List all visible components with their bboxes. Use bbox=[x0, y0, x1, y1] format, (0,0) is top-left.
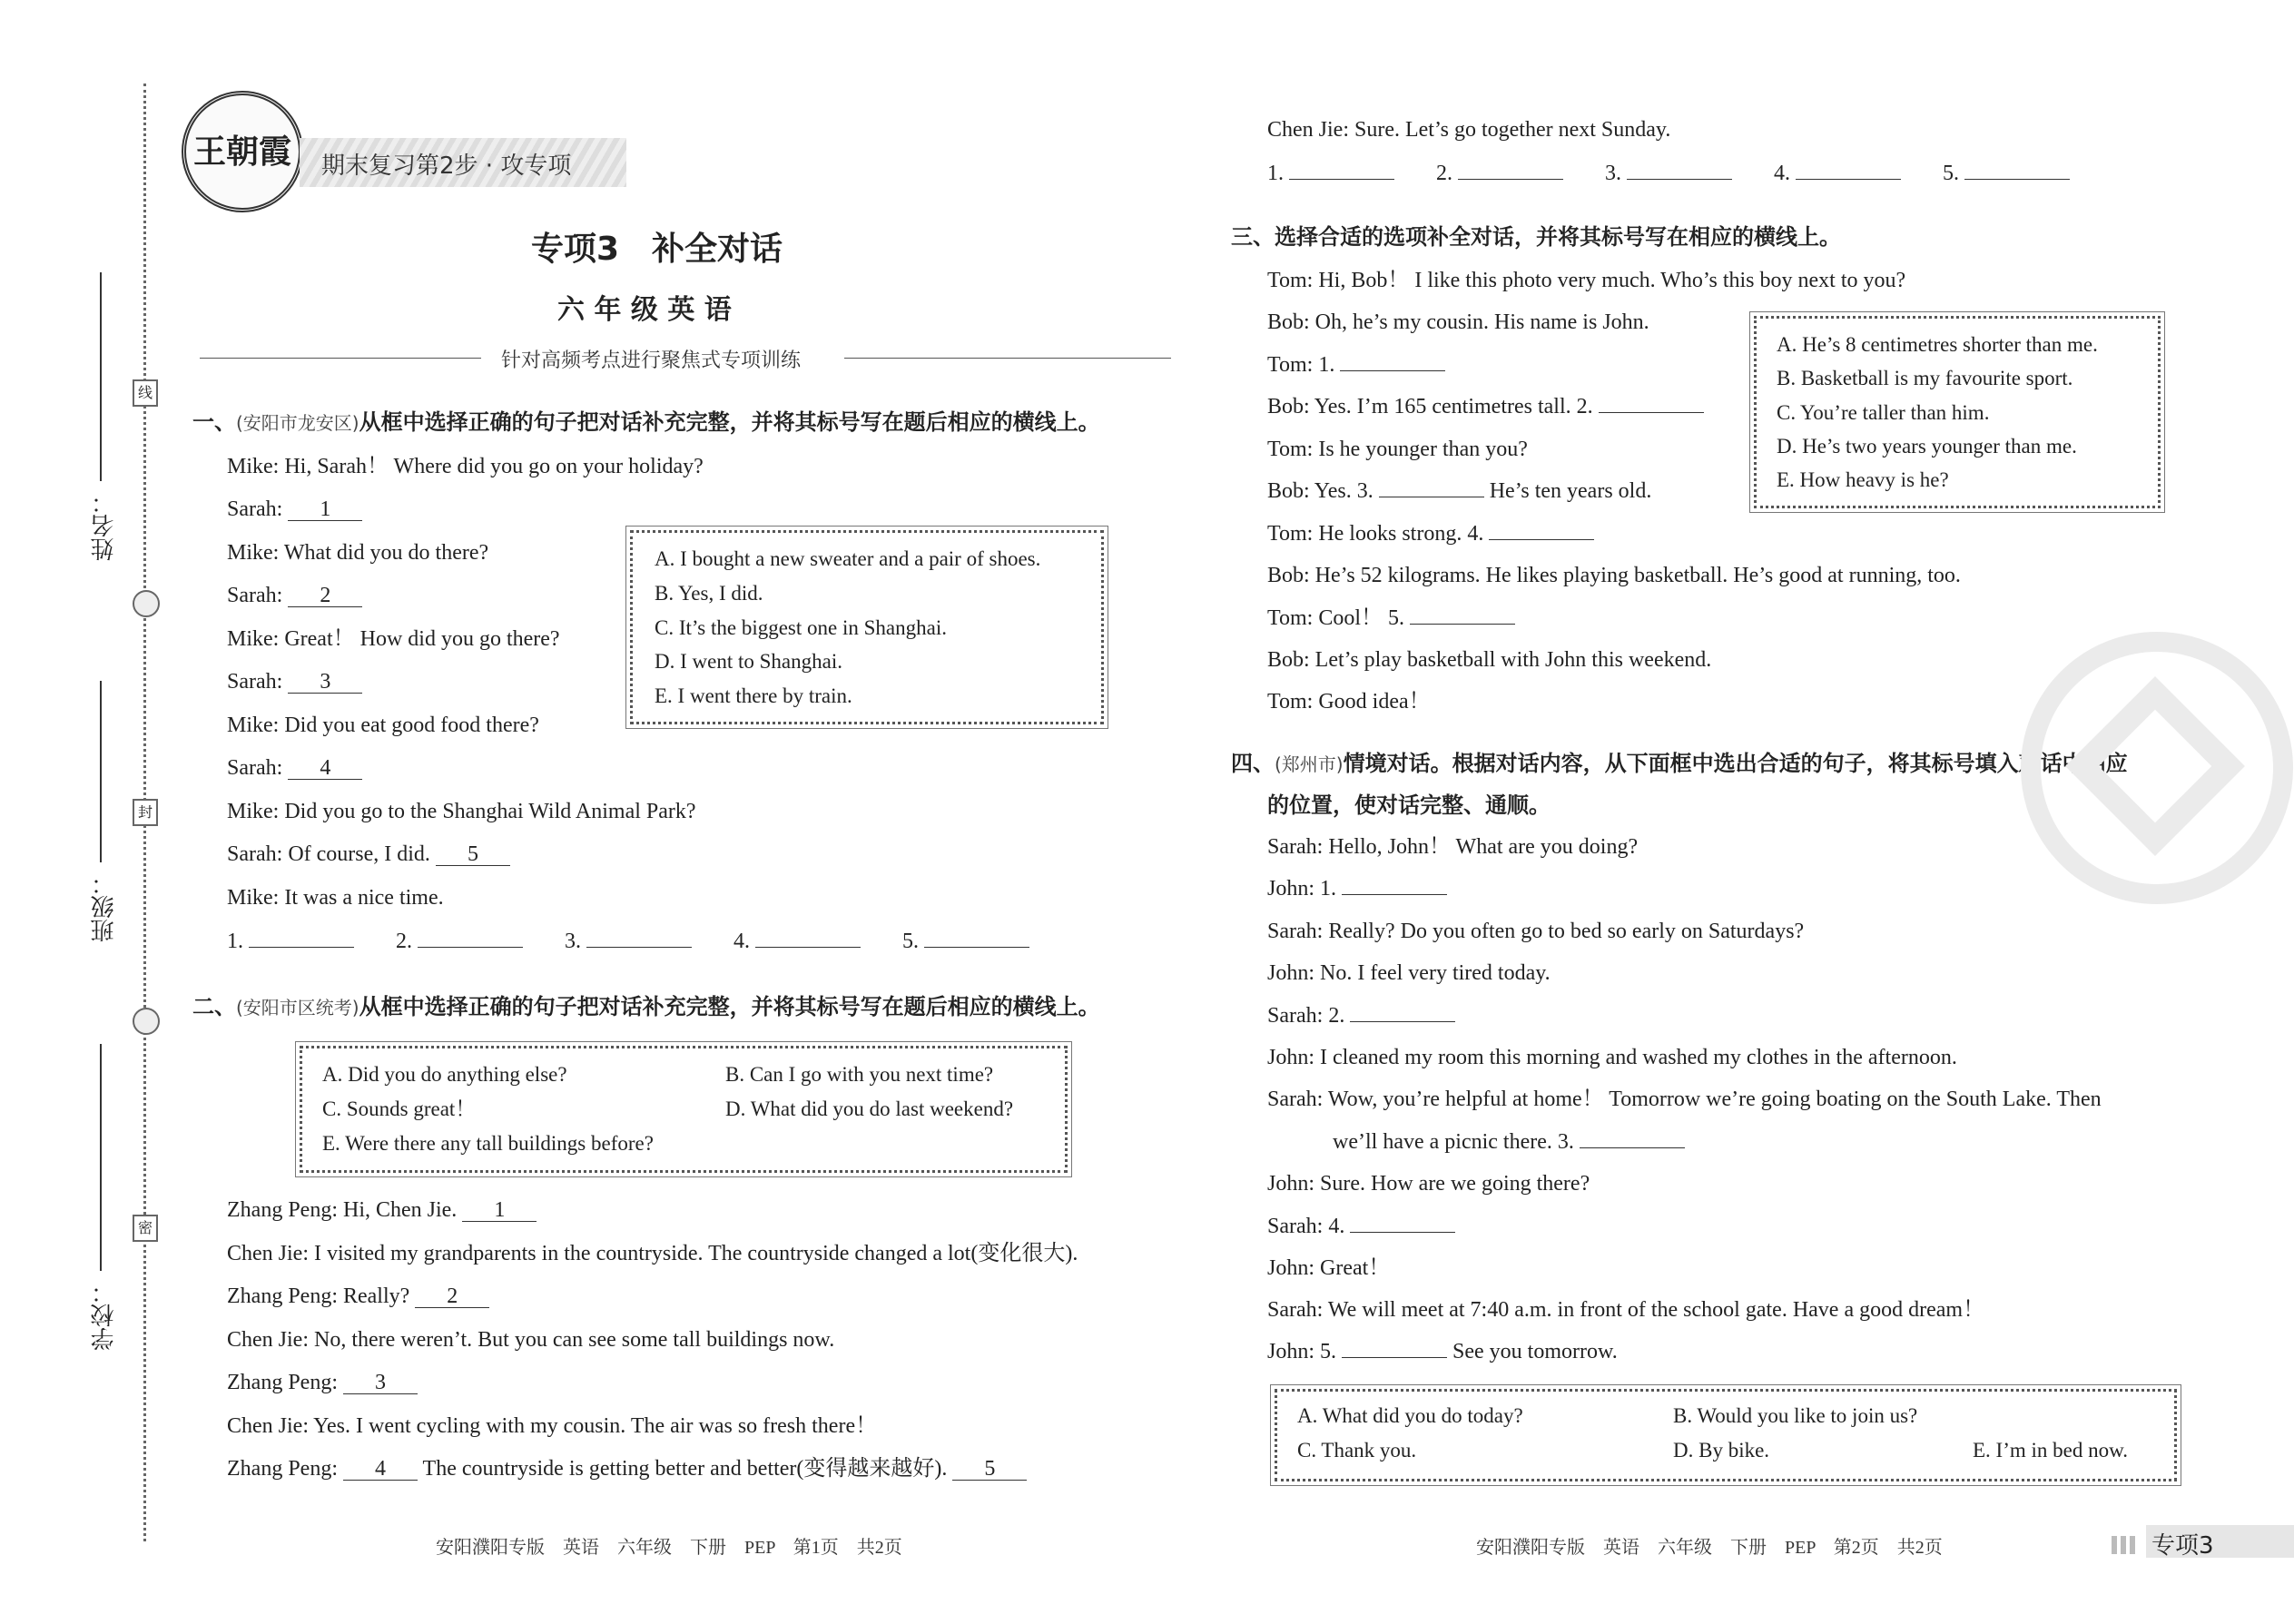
dialog-line: Sarah: Wow, you’re helpful at home！ Tomorrow we’re going boating on the South Lake. Then bbox=[1267, 1088, 2102, 1111]
answer-blank[interactable] bbox=[1489, 539, 1594, 540]
answer-line[interactable] bbox=[755, 947, 861, 948]
answer-line[interactable] bbox=[1796, 179, 1901, 180]
binding-mark-mi: 密 bbox=[133, 1215, 158, 1242]
dialog-line: Bob: Yes. I’m 165 centimetres tall. 2. bbox=[1267, 393, 1704, 420]
option-c: C. Thank you. bbox=[1297, 1439, 1417, 1462]
dialog-line: Zhang Peng: Hi, Chen Jie. 1 bbox=[227, 1196, 537, 1224]
answer-blank[interactable]: 2 bbox=[288, 585, 362, 607]
logo bbox=[182, 91, 303, 212]
answer-blank[interactable] bbox=[1410, 624, 1515, 625]
dialog-line: Tom: He looks strong. 4. bbox=[1267, 520, 1594, 547]
option-a: A. He’s 8 centimetres shorter than me. bbox=[1777, 333, 2098, 356]
option-a: A. Did you do anything else? bbox=[322, 1063, 567, 1086]
answer-blank[interactable] bbox=[1342, 894, 1447, 895]
class-line[interactable] bbox=[100, 681, 102, 862]
option-c: C. Sounds great！ bbox=[322, 1097, 477, 1120]
dialog-line: Sarah: 4. bbox=[1267, 1213, 1455, 1240]
section-1-instruction: 从框中选择正确的句子把对话补充完整，并将其标号写在题后相应的横线上。 bbox=[359, 409, 1100, 435]
dialog-line: Mike: Hi, Sarah！ Where did you go on your holiday? bbox=[227, 455, 704, 478]
section-2-source: (安阳市区统考) bbox=[236, 997, 359, 1019]
answer-blank[interactable] bbox=[1599, 412, 1704, 413]
dialog-line: Bob: Let’s play basketball with John this weekend. bbox=[1267, 648, 1712, 672]
dialog-line: Sarah: 3 bbox=[227, 668, 362, 695]
option-e: E. I’m in bed now. bbox=[1973, 1439, 2128, 1462]
dialog-line: Sarah: Really? Do you often go to bed so early on Saturdays? bbox=[1267, 920, 1805, 943]
class-label: 班级： bbox=[91, 871, 118, 942]
dialog-line: Chen Jie: Yes. I went cycling with my cousin. The air was so fresh there！ bbox=[227, 1414, 878, 1438]
binding-mark-xian: 线 bbox=[133, 379, 158, 407]
options-box bbox=[1754, 316, 2161, 508]
dialog-line: we’ll have a picnic there. 3. bbox=[1333, 1128, 1685, 1156]
answer-line[interactable] bbox=[586, 947, 692, 948]
option-c: C. It’s the biggest one in Shanghai. bbox=[655, 616, 947, 639]
options-box bbox=[1275, 1389, 2177, 1481]
dialog-line: John: No. I feel very tired today. bbox=[1267, 961, 1551, 985]
answer-blank[interactable] bbox=[1342, 1357, 1447, 1358]
section-1-source: (安阳市龙安区) bbox=[236, 412, 359, 434]
answer-blank[interactable]: 2 bbox=[415, 1285, 489, 1308]
dialog-line: Sarah: Of course, I did. 5 bbox=[227, 841, 510, 868]
school-label: 学校： bbox=[91, 1280, 118, 1351]
section-4-num: 四、 bbox=[1231, 751, 1275, 776]
section-4-heading bbox=[1231, 750, 2128, 778]
dialog-line: Sarah: 2 bbox=[227, 582, 362, 609]
dialog-line: Tom: Is he younger than you? bbox=[1267, 438, 1528, 461]
dialog-line: Tom: Good idea！ bbox=[1267, 690, 1431, 714]
dialog-line: John: Sure. How are we going there? bbox=[1267, 1172, 1590, 1196]
option-e: E. I went there by train. bbox=[655, 684, 852, 707]
answer-blank[interactable]: 3 bbox=[288, 671, 362, 694]
answer-blank[interactable] bbox=[1340, 370, 1445, 371]
dialog-line: Mike: It was a nice time. bbox=[227, 886, 444, 910]
option-a: A. What did you do today? bbox=[1297, 1404, 1523, 1427]
answer-blank[interactable] bbox=[1350, 1021, 1455, 1022]
answer-line[interactable] bbox=[1458, 179, 1563, 180]
dialog-line: John: 1. bbox=[1267, 875, 1447, 902]
dialog-line: Mike: What did you do there? bbox=[227, 541, 489, 565]
answer-blank[interactable] bbox=[1350, 1232, 1455, 1233]
dialog-line: Tom: Cool！ 5. bbox=[1267, 605, 1515, 632]
dialog-line: Mike: Great！ How did you go there? bbox=[227, 627, 560, 651]
answer-row: 1. 2. 3. 4. 5. bbox=[1267, 160, 2070, 187]
watermark-stamp bbox=[2021, 632, 2293, 904]
answer-blank[interactable]: 1 bbox=[288, 498, 362, 521]
answer-line[interactable] bbox=[1289, 179, 1394, 180]
answer-blank[interactable]: 4 bbox=[288, 757, 362, 780]
dialog-line: Zhang Peng: 4 The countryside is getting better and better(变得越来越好). 5 bbox=[227, 1455, 1027, 1482]
answer-row: 1. 2. 3. 4. 5. bbox=[227, 928, 1029, 955]
logo-text: 王朝霞 bbox=[192, 133, 291, 171]
dialog-line: Mike: Did you eat good food there? bbox=[227, 714, 539, 737]
answer-line[interactable] bbox=[1627, 179, 1732, 180]
option-d: D. What did you do last weekend? bbox=[725, 1097, 1014, 1120]
option-b: B. Would you like to join us? bbox=[1673, 1404, 1918, 1427]
dialog-line: Bob: He’s 52 kilograms. He likes playing basketball. He’s good at running, too. bbox=[1267, 564, 1961, 587]
dialog-line: Tom: Hi, Bob！ I like this photo very much. Who’s this boy next to you? bbox=[1267, 269, 1906, 292]
dialog-line: Chen Jie: No, there weren’t. But you can see some tall buildings now. bbox=[227, 1328, 835, 1352]
section-3-num: 三、 bbox=[1231, 224, 1275, 250]
school-line[interactable] bbox=[100, 1044, 102, 1271]
option-e: E. How heavy is he? bbox=[1777, 468, 1949, 491]
answer-line[interactable] bbox=[249, 947, 354, 948]
divider bbox=[200, 358, 481, 359]
options-box bbox=[630, 530, 1104, 724]
dialog-line: Mike: Did you go to the Shanghai Wild Animal Park? bbox=[227, 800, 696, 823]
page-subtitle: 六 年 级 英 语 bbox=[557, 294, 732, 326]
section-2-num: 二、 bbox=[192, 994, 236, 1019]
answer-blank[interactable]: 4 bbox=[343, 1458, 418, 1481]
binding-hole bbox=[133, 590, 160, 617]
section-3-heading bbox=[1231, 223, 1841, 251]
dialog-line: Sarah: 4 bbox=[227, 754, 362, 782]
answer-blank[interactable]: 5 bbox=[436, 843, 510, 866]
options-box bbox=[300, 1046, 1068, 1173]
divider bbox=[844, 358, 1171, 359]
section-2-instruction: 从框中选择正确的句子把对话补充完整，并将其标号写在题后相应的横线上。 bbox=[359, 994, 1100, 1019]
dialog-line: Sarah: We will meet at 7:40 a.m. in front of the school gate. Have a good dream！ bbox=[1267, 1298, 1985, 1322]
dialog-line: Sarah: 1 bbox=[227, 496, 362, 523]
option-b: B. Can I go with you next time? bbox=[725, 1063, 994, 1086]
option-d: D. He’s two years younger than me. bbox=[1777, 435, 2077, 458]
option-b: B. Yes, I did. bbox=[655, 582, 763, 605]
answer-blank[interactable]: 3 bbox=[343, 1372, 418, 1394]
option-a: A. I bought a new sweater and a pair of shoes. bbox=[655, 547, 1041, 570]
section-4-instruction-cont: 的位置，使对话完整、通顺。 bbox=[1267, 792, 1551, 818]
dialog-line: Chen Jie: I visited my grandparents in the countryside. The countryside changed a lot(变化很大). bbox=[227, 1242, 1078, 1265]
banner bbox=[300, 138, 626, 187]
dialog-line: Tom: 1. bbox=[1267, 351, 1445, 379]
name-line[interactable] bbox=[100, 272, 102, 481]
option-d: D. By bike. bbox=[1673, 1439, 1770, 1462]
dialog-line: Chen Jie: Sure. Let’s go together next Sunday. bbox=[1267, 118, 1671, 142]
answer-line[interactable] bbox=[1964, 179, 2070, 180]
binding-mark-feng: 封 bbox=[133, 799, 158, 826]
dialog-line: John: 5. See you tomorrow. bbox=[1267, 1340, 1618, 1363]
footer-tab-pattern bbox=[2112, 1536, 2139, 1554]
footer-tab bbox=[2146, 1525, 2294, 1558]
section-3-instruction: 选择合适的选项补全对话，并将其标号写在相应的横线上。 bbox=[1275, 224, 1841, 250]
answer-line[interactable] bbox=[924, 947, 1029, 948]
section-4-instruction: 情境对话。根据对话内容，从下面框中选出合适的句子，将其标号填入对话中相应 bbox=[1343, 751, 2128, 776]
footer-right: 安阳濮阳专版 英语 六年级 下册 PEP 第2页 共2页 bbox=[1476, 1538, 1943, 1558]
name-label: 姓名： bbox=[91, 490, 118, 561]
dialog-line: John: Great！ bbox=[1267, 1256, 1391, 1280]
binding-hole bbox=[133, 1008, 160, 1035]
dialog-line: John: I cleaned my room this morning and washed my clothes in the afternoon. bbox=[1267, 1046, 1957, 1069]
answer-blank[interactable]: 1 bbox=[462, 1199, 537, 1222]
section-4-source: (郑州市) bbox=[1275, 753, 1344, 775]
page-title: 专项3 补全对话 bbox=[531, 231, 783, 268]
footer-tab-label: 专项3 bbox=[2151, 1532, 2214, 1560]
banner-text: 期末复习第2步 · 攻专项 bbox=[321, 153, 572, 180]
section-2-heading bbox=[192, 993, 1100, 1021]
answer-blank[interactable]: 5 bbox=[952, 1458, 1027, 1481]
dialog-line: Sarah: 2. bbox=[1267, 1002, 1455, 1029]
answer-blank[interactable] bbox=[1580, 1147, 1685, 1148]
dialog-line: Bob: Yes. 3. He’s ten years old. bbox=[1267, 479, 1652, 503]
tagline: 针对高频考点进行聚焦式专项训练 bbox=[501, 349, 802, 372]
option-c: C. You’re taller than him. bbox=[1777, 401, 1990, 424]
dialog-line: Sarah: Hello, John！ What are you doing? bbox=[1267, 835, 1639, 859]
section-1-heading bbox=[192, 408, 1100, 437]
option-e: E. Were there any tall buildings before? bbox=[322, 1132, 654, 1155]
dialog-line: Zhang Peng: 3 bbox=[227, 1369, 418, 1396]
footer-left: 安阳濮阳专版 英语 六年级 下册 PEP 第1页 共2页 bbox=[436, 1538, 902, 1558]
dialog-line: Zhang Peng: Really? 2 bbox=[227, 1283, 489, 1310]
option-d: D. I went to Shanghai. bbox=[655, 650, 842, 673]
option-b: B. Basketball is my favourite sport. bbox=[1777, 367, 2073, 389]
answer-line[interactable] bbox=[418, 947, 523, 948]
dialog-line: Bob: Oh, he’s my cousin. His name is John. bbox=[1267, 310, 1649, 334]
section-1-num: 一、 bbox=[192, 409, 236, 435]
